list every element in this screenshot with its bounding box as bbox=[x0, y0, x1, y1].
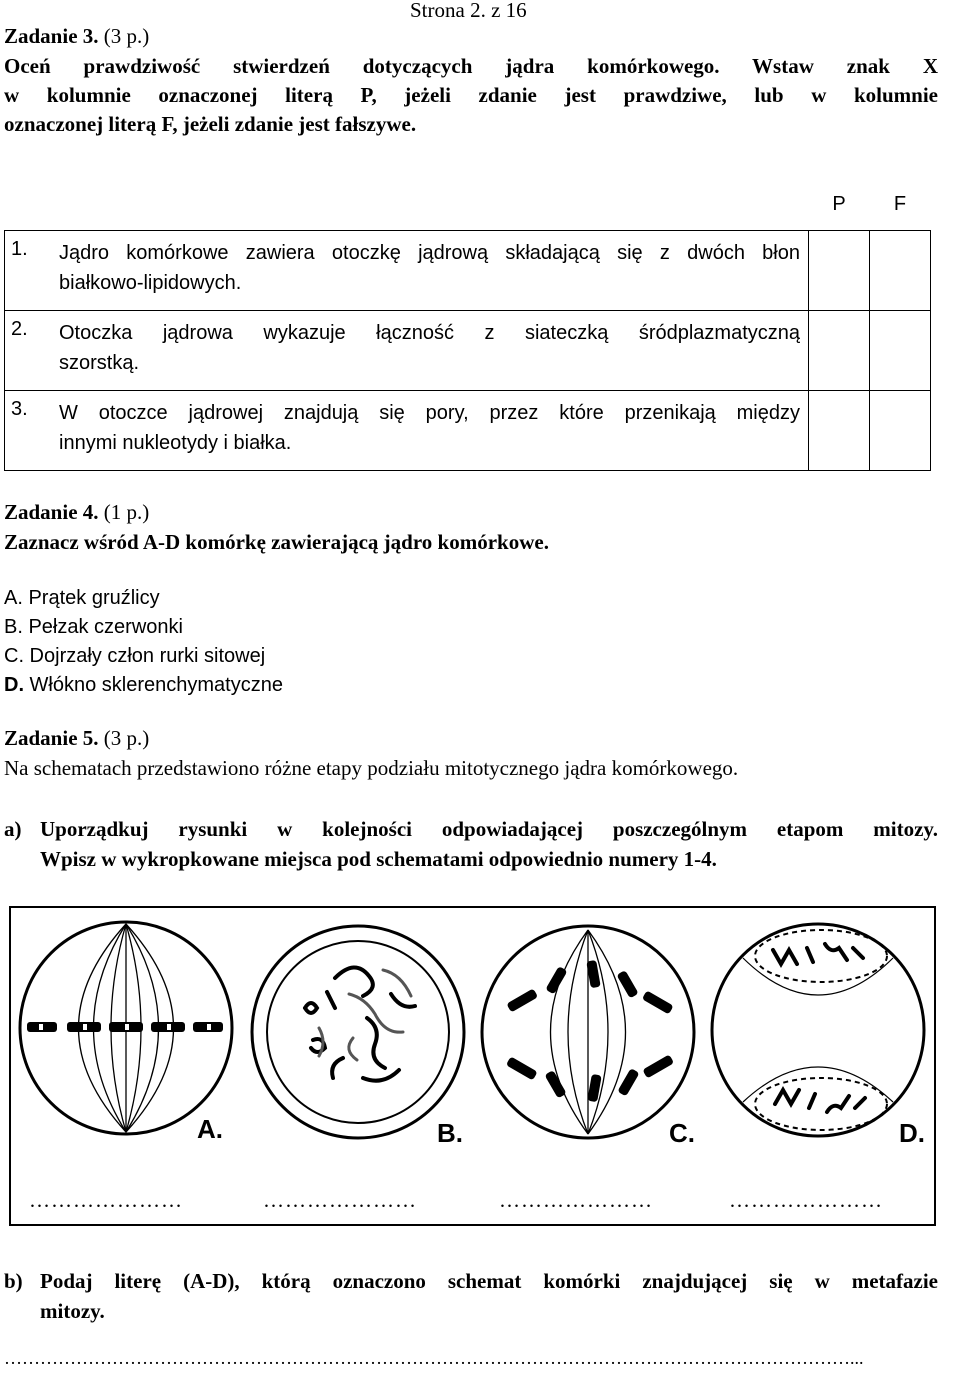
task5-title: Zadanie 5. (3 p.) bbox=[4, 726, 150, 750]
task4-options bbox=[4, 584, 283, 700]
task5-intro: Na schematach przedstawiono różne etapy podziału mitotycznego jądra komórkowego. bbox=[4, 756, 739, 780]
answer-dots-c[interactable]: ………………… bbox=[499, 1188, 653, 1212]
statement-3-false-cell[interactable] bbox=[870, 391, 931, 471]
statement-3: 3. W otoczce jądrowej znajdują się pory, przez które przenikają między innymi nukleotydy i białka. bbox=[11, 398, 800, 454]
statement-2: 2. Otoczka jądrowa wykazuje łączność z siateczką śródplazmatyczną szorstką. bbox=[11, 318, 800, 374]
answer-dots-d[interactable]: ………………… bbox=[729, 1188, 883, 1212]
mitosis-diagram bbox=[9, 906, 936, 1226]
statement-2-false-cell[interactable] bbox=[870, 311, 931, 391]
cell-d-label: D. bbox=[899, 1118, 925, 1148]
task3-title: Zadanie 3. (3 p.) bbox=[4, 24, 150, 48]
task5-part-b: b) Podaj literę (A-D), którą oznaczono schemat komórki znajdującej się w metafazie mitozy. bbox=[4, 1269, 938, 1323]
answer-line-b[interactable]: ……………………………………………………………………………………………………………………………... bbox=[4, 1348, 864, 1368]
option-a[interactable]: A. Prątek gruźlicy bbox=[4, 587, 160, 609]
option-b[interactable]: B. Pełzak czerwonki bbox=[4, 616, 183, 638]
task4-instruction: Zaznacz wśród A-D komórkę zawierającą jądro komórkowe. bbox=[4, 530, 549, 554]
statement-3-true-cell[interactable] bbox=[809, 391, 870, 471]
option-c[interactable]: C. Dojrzały człon rurki sitowej bbox=[4, 645, 266, 667]
statement-1-true-cell[interactable] bbox=[809, 231, 870, 311]
cell-a bbox=[11, 908, 241, 1224]
cell-b-label: B. bbox=[437, 1118, 463, 1148]
col-true-header: P bbox=[809, 178, 870, 231]
true-false-table bbox=[4, 178, 931, 471]
cell-b-drawing bbox=[243, 908, 473, 1224]
option-d[interactable]: D. Włókno sklerenchymatyczne bbox=[4, 674, 283, 696]
statement-2-true-cell[interactable] bbox=[809, 311, 870, 391]
statement-1: 1. Jądro komórkowe zawiera otoczkę jądrową składającą się z dwóch błon białkowo-lipidowych. bbox=[11, 238, 800, 294]
cell-d-drawing bbox=[703, 908, 933, 1224]
cell-d bbox=[703, 908, 933, 1224]
page-number: Strona 2. z 16 bbox=[410, 0, 527, 22]
task4-title: Zadanie 4. (1 p.) bbox=[4, 500, 150, 524]
cell-c bbox=[473, 908, 703, 1224]
statement-1-false-cell[interactable] bbox=[870, 231, 931, 311]
task3-instruction: Oceń prawdziwość stwierdzeń dotyczących jądra komórkowego. Wstaw znak X w kolumnie oznaczonej literą P, jeżeli zdanie jest prawdziwe, lub w kolumnie oznaczonej literą F, jeżeli zdanie jest fałszywe. bbox=[4, 54, 938, 136]
cell-a-label: A. bbox=[197, 1114, 223, 1144]
cell-c-drawing bbox=[473, 908, 703, 1224]
answer-dots-a[interactable]: ………………… bbox=[29, 1188, 183, 1212]
col-false-header: F bbox=[870, 178, 931, 231]
cell-b bbox=[243, 908, 473, 1224]
answer-dots-b[interactable]: ………………… bbox=[263, 1188, 417, 1212]
cell-a-drawing bbox=[11, 908, 241, 1224]
cell-c-label: C. bbox=[669, 1118, 695, 1148]
task5-part-a: a) Uporządkuj rysunki w kolejności odpowiadającej poszczególnym etapom mitozy. Wpisz w wykropkowane miejsca pod schematami odpowiednio numery 1-4. bbox=[4, 817, 938, 871]
